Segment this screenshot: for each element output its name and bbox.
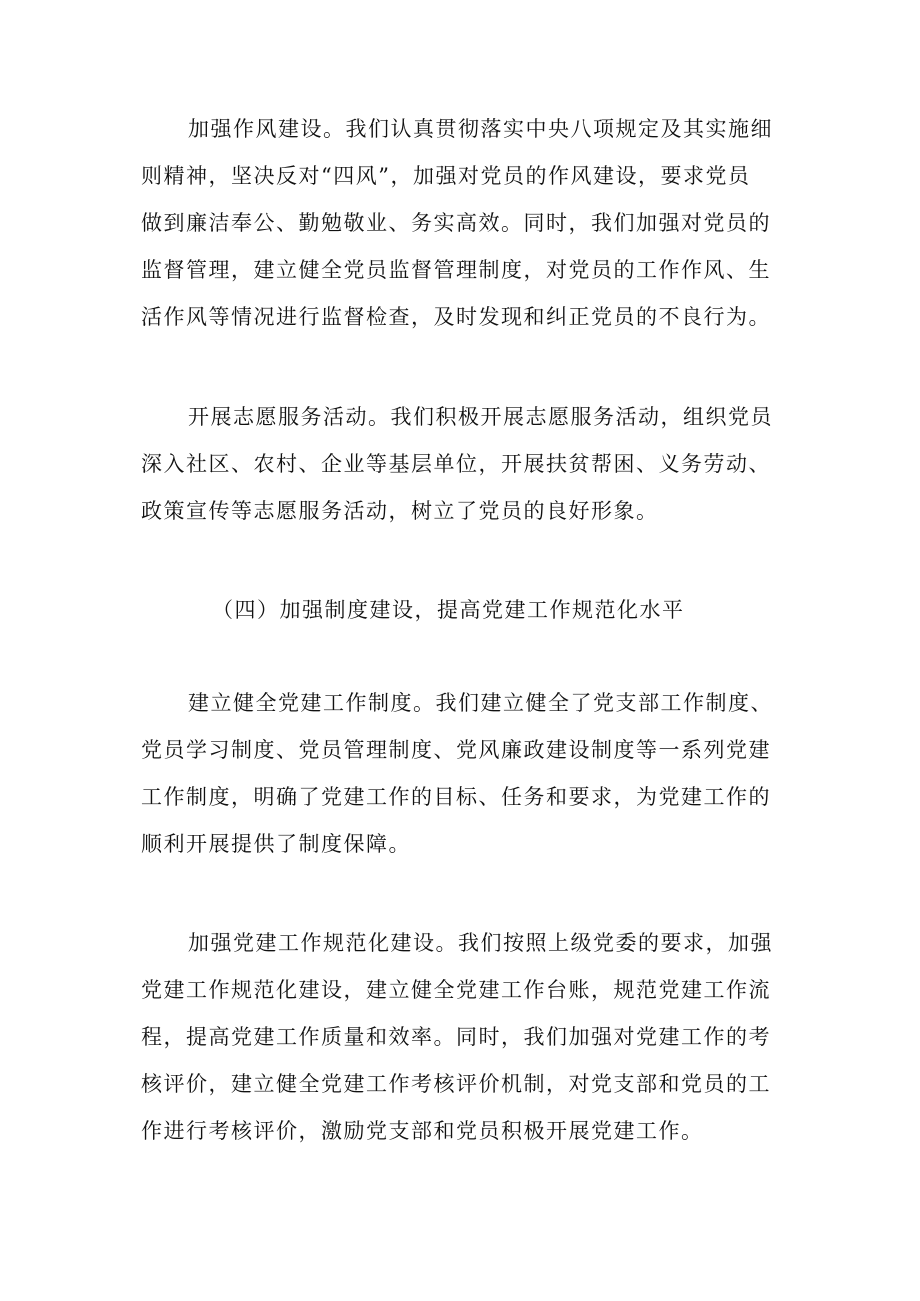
text-line: 开展志愿服务活动。我们积极开展志愿服务活动，组织党员 (188, 405, 773, 429)
text-line: 工作制度，明确了党建工作的目标、任务和要求，为党建工作的 (141, 785, 771, 809)
text-line: 作进行考核评价，激励党支部和党员积极开展党建工作。 (141, 1119, 704, 1143)
text-line: 加强作风建设。我们认真贯彻落实中央八项规定及其实施细 (188, 117, 773, 141)
paragraph-standardization (141, 920, 786, 1155)
paragraph-volunteer-service (141, 394, 786, 535)
paragraph-system-building (141, 680, 786, 868)
text-line: 深入社区、农村、企业等基层单位，开展扶贫帮困、义务劳动、 (141, 452, 771, 476)
text-line: 则精神，坚决反对“四风”，加强对党员的作风建设，要求党员 (141, 164, 751, 188)
text-line: 程，提高党建工作质量和效率。同时，我们加强对党建工作的考 (141, 1025, 771, 1049)
text-line: 政策宣传等志愿服务活动，树立了党员的良好形象。 (141, 499, 659, 523)
text-line: 建立健全党建工作制度。我们建立健全了党支部工作制度、 (188, 691, 773, 715)
text-line: 党员学习制度、党员管理制度、党风廉政建设制度等一系列党建 (141, 738, 771, 762)
text-line: 核评价，建立健全党建工作考核评价机制，对党支部和党员的工 (141, 1072, 771, 1096)
text-line: 顺利开展提供了制度保障。 (141, 832, 411, 856)
text-line: 加强党建工作规范化建设。我们按照上级党委的要求，加强 (188, 931, 773, 955)
text-line: 做到廉洁奉公、勤勉敬业、务实高效。同时，我们加强对党员的 (141, 211, 771, 235)
text-line: 活作风等情况进行监督检查，及时发现和纠正党员的不良行为。 (141, 305, 771, 329)
text-line: 党建工作规范化建设，建立健全党建工作台账，规范党建工作流 (141, 978, 771, 1002)
paragraph-work-style (141, 106, 786, 341)
text-line: 监督管理，建立健全党员监督管理制度，对党员的工作作风、生 (141, 258, 771, 282)
section-heading: （四）加强制度建设，提高党建工作规范化水平 (212, 598, 685, 622)
